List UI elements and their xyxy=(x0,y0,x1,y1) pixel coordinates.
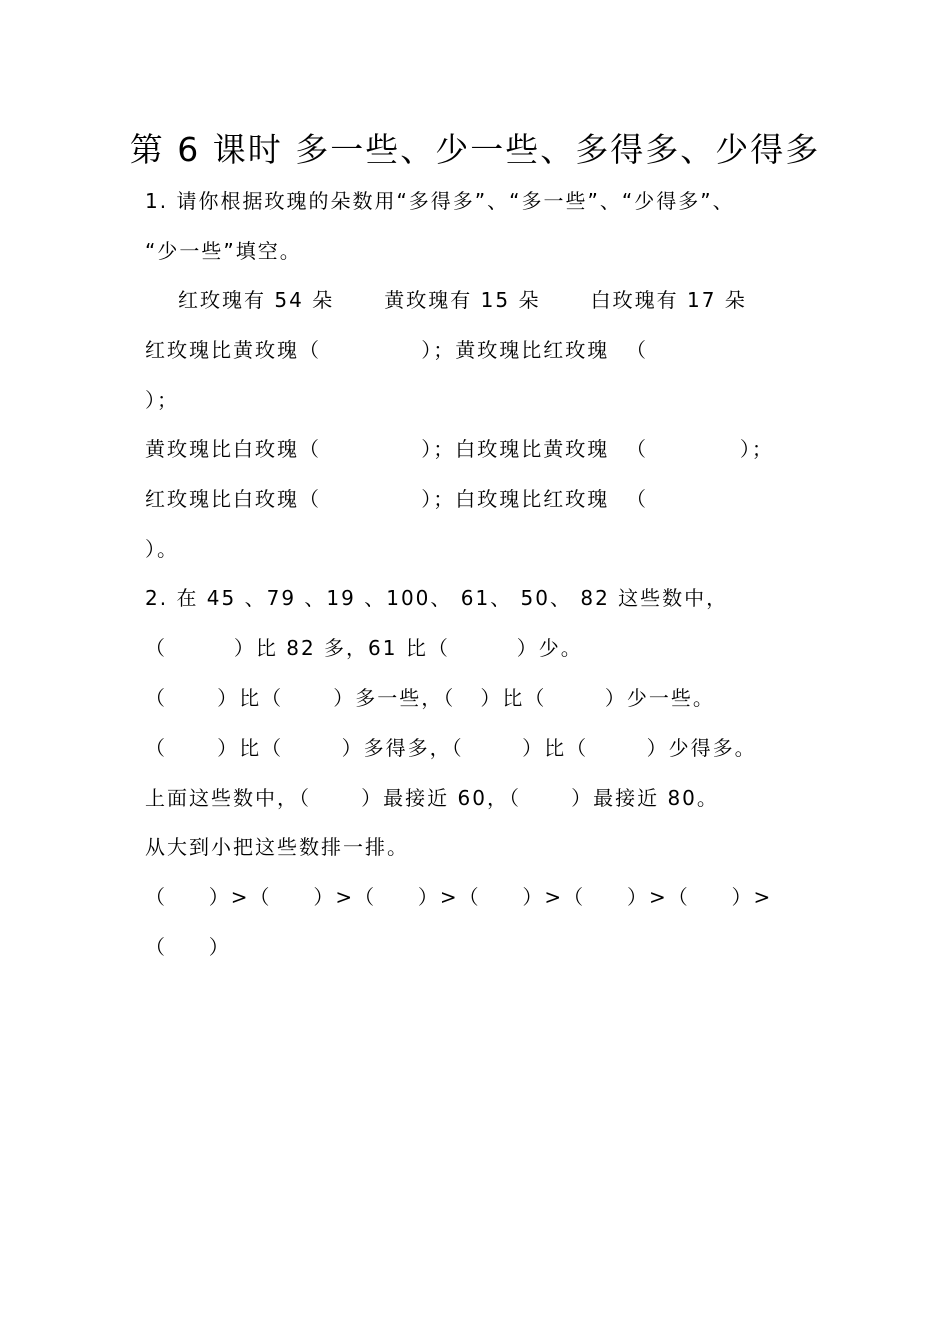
q2-order-line1: （ ）>（ ）>（ ）>（ ）>（ ）>（ ）> xyxy=(145,885,773,909)
q2-line4: 上面这些数中，（ ）最接近 60，（ ）最接近 80。 xyxy=(145,786,719,810)
q1-row2: 黄玫瑰比白玫瑰（ ）；白玫瑰比黄玫瑰 （ ）； xyxy=(145,437,774,461)
page-title: 第 6 课时 多一些、少一些、多得多、少得多 xyxy=(129,130,821,169)
q1-row3a: 红玫瑰比白玫瑰（ ）；白玫瑰比红玫瑰 （ xyxy=(145,487,649,511)
q2-prompt: 2. 在 45 、79 、19 、100、 61、 50、 82 这些数中， xyxy=(145,586,729,610)
q2-line3: （ ）比（ ）多得多，（ ）比（ ）少得多。 xyxy=(145,736,757,760)
q2-order-prompt: 从大到小把这些数排一排。 xyxy=(145,835,409,859)
q1-row1b: ）； xyxy=(145,388,179,412)
q1-facts: 红玫瑰有 54 朵 黄玫瑰有 15 朵 白玫瑰有 17 朵 xyxy=(178,288,747,312)
q2-line1: （ ）比 82 多，61 比（ ）少。 xyxy=(145,636,583,660)
q1-prompt-line1: 1. 请你根据玫瑰的朵数用“多得多”、“多一些”、“少得多”、 xyxy=(145,189,735,213)
q1-row3b: ）。 xyxy=(145,537,179,561)
q2-line2: （ ）比（ ）多一些，（ ）比（ ）少一些。 xyxy=(145,686,715,710)
q1-prompt-line2: “少一些”填空。 xyxy=(145,239,302,263)
q1-row1a: 红玫瑰比黄玫瑰（ ）；黄玫瑰比红玫瑰 （ xyxy=(145,338,649,362)
q2-order-line2: （ ） xyxy=(145,935,231,959)
